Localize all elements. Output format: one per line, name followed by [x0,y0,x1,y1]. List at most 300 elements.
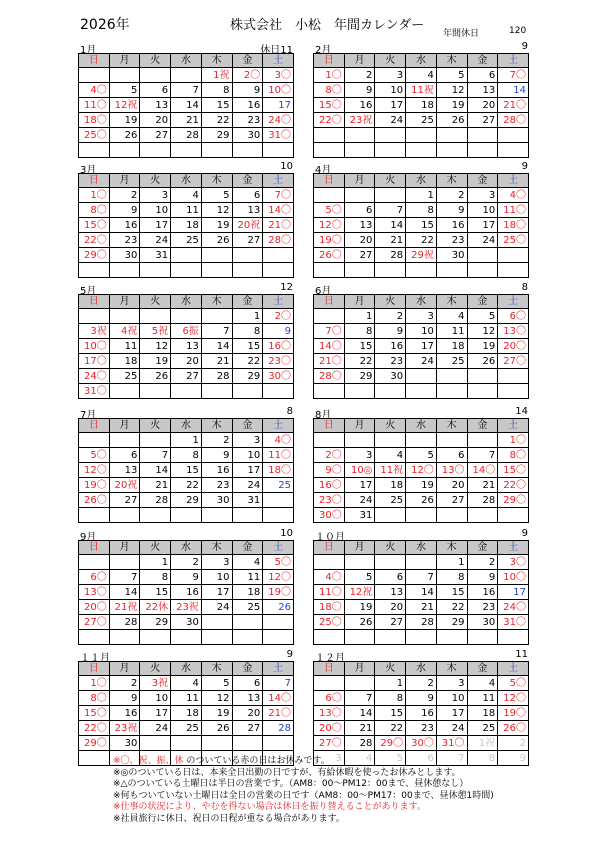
day-cell: 22 [375,721,406,736]
day-cell: 2 [467,555,498,570]
day-cell: 6 [140,83,171,98]
weekday-header: 木 [436,419,467,433]
month-table [78,173,294,278]
day-cell: 2 [201,433,232,448]
day-cell [201,508,232,523]
day-cell: 24〇 [498,600,529,615]
day-cell [314,630,345,645]
weekday-header: 金 [467,541,498,555]
day-cell: 29 [201,128,232,143]
day-cell: 2 [171,555,202,570]
page-title: 株式会社 小松 年間カレンダー [230,18,425,33]
day-cell: 22 [171,478,202,493]
day-cell: 7 [467,448,498,463]
day-cell: 24 [406,354,437,369]
month-name: １０月 [315,532,345,543]
day-cell: 16 [109,706,140,721]
week-row [314,508,529,523]
day-cell: 9 [406,691,437,706]
week-row [79,448,294,463]
day-cell [201,630,232,645]
day-cell [140,384,171,399]
month-table [78,418,294,523]
day-cell: 14 [375,218,406,233]
day-cell: 22 [436,600,467,615]
weekday-header: 土 [498,54,529,68]
day-cell: 20 [140,113,171,128]
day-cell [79,309,110,324]
day-cell: 24 [201,600,232,615]
weekday-header: 月 [344,295,375,309]
day-cell [79,555,110,570]
day-cell [375,433,406,448]
day-cell [79,68,110,83]
day-cell: 20 [344,233,375,248]
day-cell: 12 [436,83,467,98]
day-cell: 5 [375,751,406,766]
week-row [314,448,529,463]
day-cell: 19 [201,218,232,233]
month-name: １２月 [315,653,345,664]
day-cell: 4〇 [79,83,110,98]
day-cell: 10〇 [498,570,529,585]
day-cell: 3 [314,751,345,766]
day-cell: 21〇 [263,706,294,721]
day-cell: 21〇 [263,218,294,233]
day-cell: 20 [375,600,406,615]
day-cell: 17 [467,218,498,233]
day-cell [263,263,294,278]
day-cell [201,309,232,324]
day-cell: 25 [232,600,263,615]
day-cell [201,736,232,751]
day-cell: 3〇 [498,555,529,570]
day-cell: 8〇 [79,203,110,218]
weekday-header: 土 [498,662,529,676]
day-cell: 13 [232,203,263,218]
day-cell: 27 [171,369,202,384]
day-cell: 16〇 [314,478,345,493]
day-cell [375,555,406,570]
day-cell [375,263,406,278]
day-cell: 29 [232,369,263,384]
day-cell: 28 [406,615,437,630]
month-6 [313,281,529,399]
week-row [314,570,529,585]
weekday-header: 水 [171,295,202,309]
day-cell [375,188,406,203]
weekday-header: 土 [263,54,294,68]
weekday-header: 日 [314,174,345,188]
weekday-header: 土 [263,419,294,433]
weekday-header: 月 [344,541,375,555]
weekday-header: 土 [263,295,294,309]
day-cell [171,68,202,83]
day-cell: 12 [467,324,498,339]
day-cell: 1〇 [314,68,345,83]
day-cell: 22 [406,233,437,248]
day-cell: 6 [232,676,263,691]
day-cell: 29 [140,615,171,630]
day-cell: 17 [436,706,467,721]
day-cell [171,630,202,645]
day-cell: 18〇 [263,463,294,478]
day-cell: 27〇 [79,615,110,630]
day-cell: 6 [344,203,375,218]
weekday-header: 水 [171,419,202,433]
week-row [79,324,294,339]
day-cell: 23祝 [171,600,202,615]
day-cell [171,248,202,263]
day-cell: 28 [467,493,498,508]
week-row [79,706,294,721]
week-row [79,68,294,83]
day-cell [344,433,375,448]
day-cell: 3祝 [79,324,110,339]
week-row [314,218,529,233]
day-cell: 3 [406,309,437,324]
day-cell: 27 [232,721,263,736]
day-cell: 26 [344,615,375,630]
week-row [79,309,294,324]
day-cell: 15 [232,339,263,354]
day-cell: 29〇 [79,736,110,751]
day-cell: 27 [232,233,263,248]
day-cell: 10 [140,203,171,218]
week-row [79,630,294,645]
month-holiday-count: 9 [521,161,528,172]
day-cell: 21 [344,721,375,736]
day-cell: 24 [436,721,467,736]
day-cell: 9 [375,324,406,339]
day-cell [263,615,294,630]
day-cell: 24 [232,478,263,493]
week-row [314,676,529,691]
day-cell: 18〇 [79,113,110,128]
day-cell: 26 [436,113,467,128]
day-cell: 30 [171,615,202,630]
weekday-header: 木 [201,662,232,676]
day-cell: 8 [436,570,467,585]
weekday-header: 木 [436,54,467,68]
day-cell: 11 [171,203,202,218]
week-row [314,113,529,128]
day-cell: 28〇 [263,233,294,248]
day-cell [467,433,498,448]
day-cell: 30 [109,736,140,751]
weekday-header: 水 [171,662,202,676]
day-cell [375,128,406,143]
week-row [79,508,294,523]
day-cell [201,143,232,158]
day-cell: 31 [344,508,375,523]
day-cell: 14 [406,585,437,600]
day-cell: 30〇 [314,508,345,523]
day-cell: 13 [109,463,140,478]
day-cell: 15〇 [314,98,345,113]
day-cell: 8〇 [314,83,345,98]
day-cell [263,384,294,399]
day-cell [498,263,529,278]
week-row [79,463,294,478]
day-cell: 5 [436,68,467,83]
day-cell: 27 [467,113,498,128]
day-cell [232,384,263,399]
day-cell: 20 [436,478,467,493]
day-cell: 8〇 [79,691,110,706]
day-cell: 4 [171,676,202,691]
day-cell [79,263,110,278]
day-cell: 7 [109,570,140,585]
day-cell: 19 [467,339,498,354]
day-cell: 2 [344,68,375,83]
day-cell: 27 [344,248,375,263]
day-cell: 20〇 [498,339,529,354]
day-cell [314,143,345,158]
day-cell: 18〇 [314,600,345,615]
week-row [314,263,529,278]
day-cell: 3 [436,676,467,691]
month-table [313,173,529,278]
day-cell [406,508,437,523]
day-cell: 7 [171,83,202,98]
day-cell: 14 [498,83,529,98]
day-cell: 5〇 [263,555,294,570]
day-cell: 25 [109,369,140,384]
weekday-header: 日 [314,295,345,309]
weekday-header: 土 [498,419,529,433]
day-cell: 6 [109,448,140,463]
day-cell: 12〇 [263,570,294,585]
weekday-header: 水 [406,662,437,676]
day-cell: 29 [171,493,202,508]
week-row [79,691,294,706]
day-cell: 21 [140,478,171,493]
day-cell [109,555,140,570]
day-cell: 13 [140,98,171,113]
day-cell: 23 [375,354,406,369]
day-cell [467,508,498,523]
day-cell: 9 [201,448,232,463]
day-cell: 18 [406,98,437,113]
weekday-header: 水 [171,54,202,68]
day-cell [406,263,437,278]
day-cell: 27 [109,493,140,508]
day-cell: 20祝 [109,478,140,493]
day-cell: 9 [232,83,263,98]
day-cell: 6 [436,448,467,463]
day-cell: 6〇 [79,570,110,585]
month-table [313,661,529,766]
day-cell [406,143,437,158]
weekday-header: 月 [344,419,375,433]
day-cell: 4 [375,448,406,463]
day-cell: 22 [201,113,232,128]
day-cell: 10 [375,83,406,98]
day-cell: 7 [406,570,437,585]
day-cell: 9 [344,83,375,98]
day-cell: 11 [109,339,140,354]
day-cell: 13〇 [498,324,529,339]
day-cell: 21 [467,478,498,493]
day-cell: 5 [201,676,232,691]
day-cell: 28 [201,369,232,384]
day-cell [263,508,294,523]
month-name: 1月 [80,45,97,56]
day-cell: 18 [232,585,263,600]
weekday-header: 木 [436,295,467,309]
day-cell: 21 [171,113,202,128]
day-cell: 16〇 [263,339,294,354]
month-7 [78,405,294,523]
weekday-header: 木 [201,174,232,188]
weekday-header: 火 [375,54,406,68]
day-cell: 23祝 [344,113,375,128]
day-cell [79,433,110,448]
week-row [79,143,294,158]
day-cell [109,630,140,645]
day-cell: 28〇 [314,369,345,384]
month-holiday-count: 9 [521,41,528,52]
week-row [79,721,294,736]
month-holiday-count: 休日11 [260,45,293,56]
week-row [314,188,529,203]
day-cell: 13〇 [79,585,110,600]
day-cell [263,143,294,158]
day-cell [79,630,110,645]
weekday-header: 日 [79,295,110,309]
day-cell: 2 [406,676,437,691]
weekday-header: 日 [314,419,345,433]
weekday-header: 金 [232,174,263,188]
day-cell [467,630,498,645]
day-cell [498,248,529,263]
day-cell [498,384,529,399]
day-cell: 20 [232,706,263,721]
day-cell: 16 [375,339,406,354]
month-table [313,540,529,645]
day-cell: 19〇 [314,233,345,248]
day-cell: 17 [406,339,437,354]
day-cell: 29〇 [498,493,529,508]
day-cell: 1 [171,433,202,448]
day-cell [171,263,202,278]
day-cell: 15 [171,463,202,478]
day-cell: 22〇 [79,721,110,736]
day-cell: 11 [436,324,467,339]
day-cell: 28〇 [498,113,529,128]
day-cell [263,493,294,508]
day-cell: 1 [406,188,437,203]
day-cell: 5 [201,188,232,203]
day-cell [498,508,529,523]
day-cell [436,128,467,143]
week-row [79,354,294,369]
day-cell [344,555,375,570]
day-cell: 26〇 [314,248,345,263]
weekday-header: 金 [467,662,498,676]
day-cell: 16 [467,585,498,600]
day-cell: 26 [201,721,232,736]
week-row [79,218,294,233]
day-cell: 4〇 [498,188,529,203]
day-cell [436,384,467,399]
day-cell [79,751,110,766]
day-cell: 19 [406,478,437,493]
day-cell: 2〇 [232,68,263,83]
day-cell: 4 [232,555,263,570]
day-cell [406,555,437,570]
day-cell [375,508,406,523]
weekday-header: 土 [498,295,529,309]
day-cell: 15 [406,218,437,233]
day-cell [140,309,171,324]
day-cell [375,143,406,158]
day-cell: 29〇 [79,248,110,263]
day-cell: 14〇 [314,339,345,354]
day-cell: 14〇 [263,691,294,706]
day-cell: 31〇 [436,736,467,751]
day-cell [201,384,232,399]
day-cell: 31〇 [263,128,294,143]
day-cell: 23 [201,478,232,493]
day-cell: 18 [109,354,140,369]
weekday-header: 土 [263,662,294,676]
day-cell [140,508,171,523]
day-cell: 30 [375,369,406,384]
day-cell: 30 [109,248,140,263]
day-cell: 7 [201,324,232,339]
weekday-header: 水 [171,174,202,188]
day-cell: 7〇 [263,188,294,203]
notes [113,756,494,825]
day-cell: 22 [232,354,263,369]
day-cell: 19 [436,98,467,113]
day-cell: 19〇 [263,585,294,600]
month-holiday-count: 10 [280,528,293,539]
month-name: 7月 [80,410,97,421]
week-row [314,600,529,615]
week-row [314,615,529,630]
day-cell: 15 [436,585,467,600]
day-cell: 8 [406,203,437,218]
week-row [314,98,529,113]
day-cell: 25 [467,721,498,736]
day-cell: 5祝 [140,324,171,339]
weekday-header: 金 [232,419,263,433]
day-cell [467,384,498,399]
week-row [314,736,529,751]
day-cell: 24 [140,233,171,248]
weekday-header: 木 [201,419,232,433]
week-row [314,143,529,158]
day-cell: 2 [109,188,140,203]
week-row [79,676,294,691]
day-cell: 4 [344,751,375,766]
day-cell: 21 [406,600,437,615]
day-cell: 31 [140,248,171,263]
day-cell: 17 [498,585,529,600]
day-cell: 30〇 [406,736,437,751]
day-cell: 10 [436,691,467,706]
week-row [314,68,529,83]
day-cell: 25〇 [79,128,110,143]
weekday-header: 水 [406,54,437,68]
day-cell [406,433,437,448]
month-name: 5月 [80,286,97,297]
day-cell: 25 [375,493,406,508]
day-cell: 26 [263,600,294,615]
